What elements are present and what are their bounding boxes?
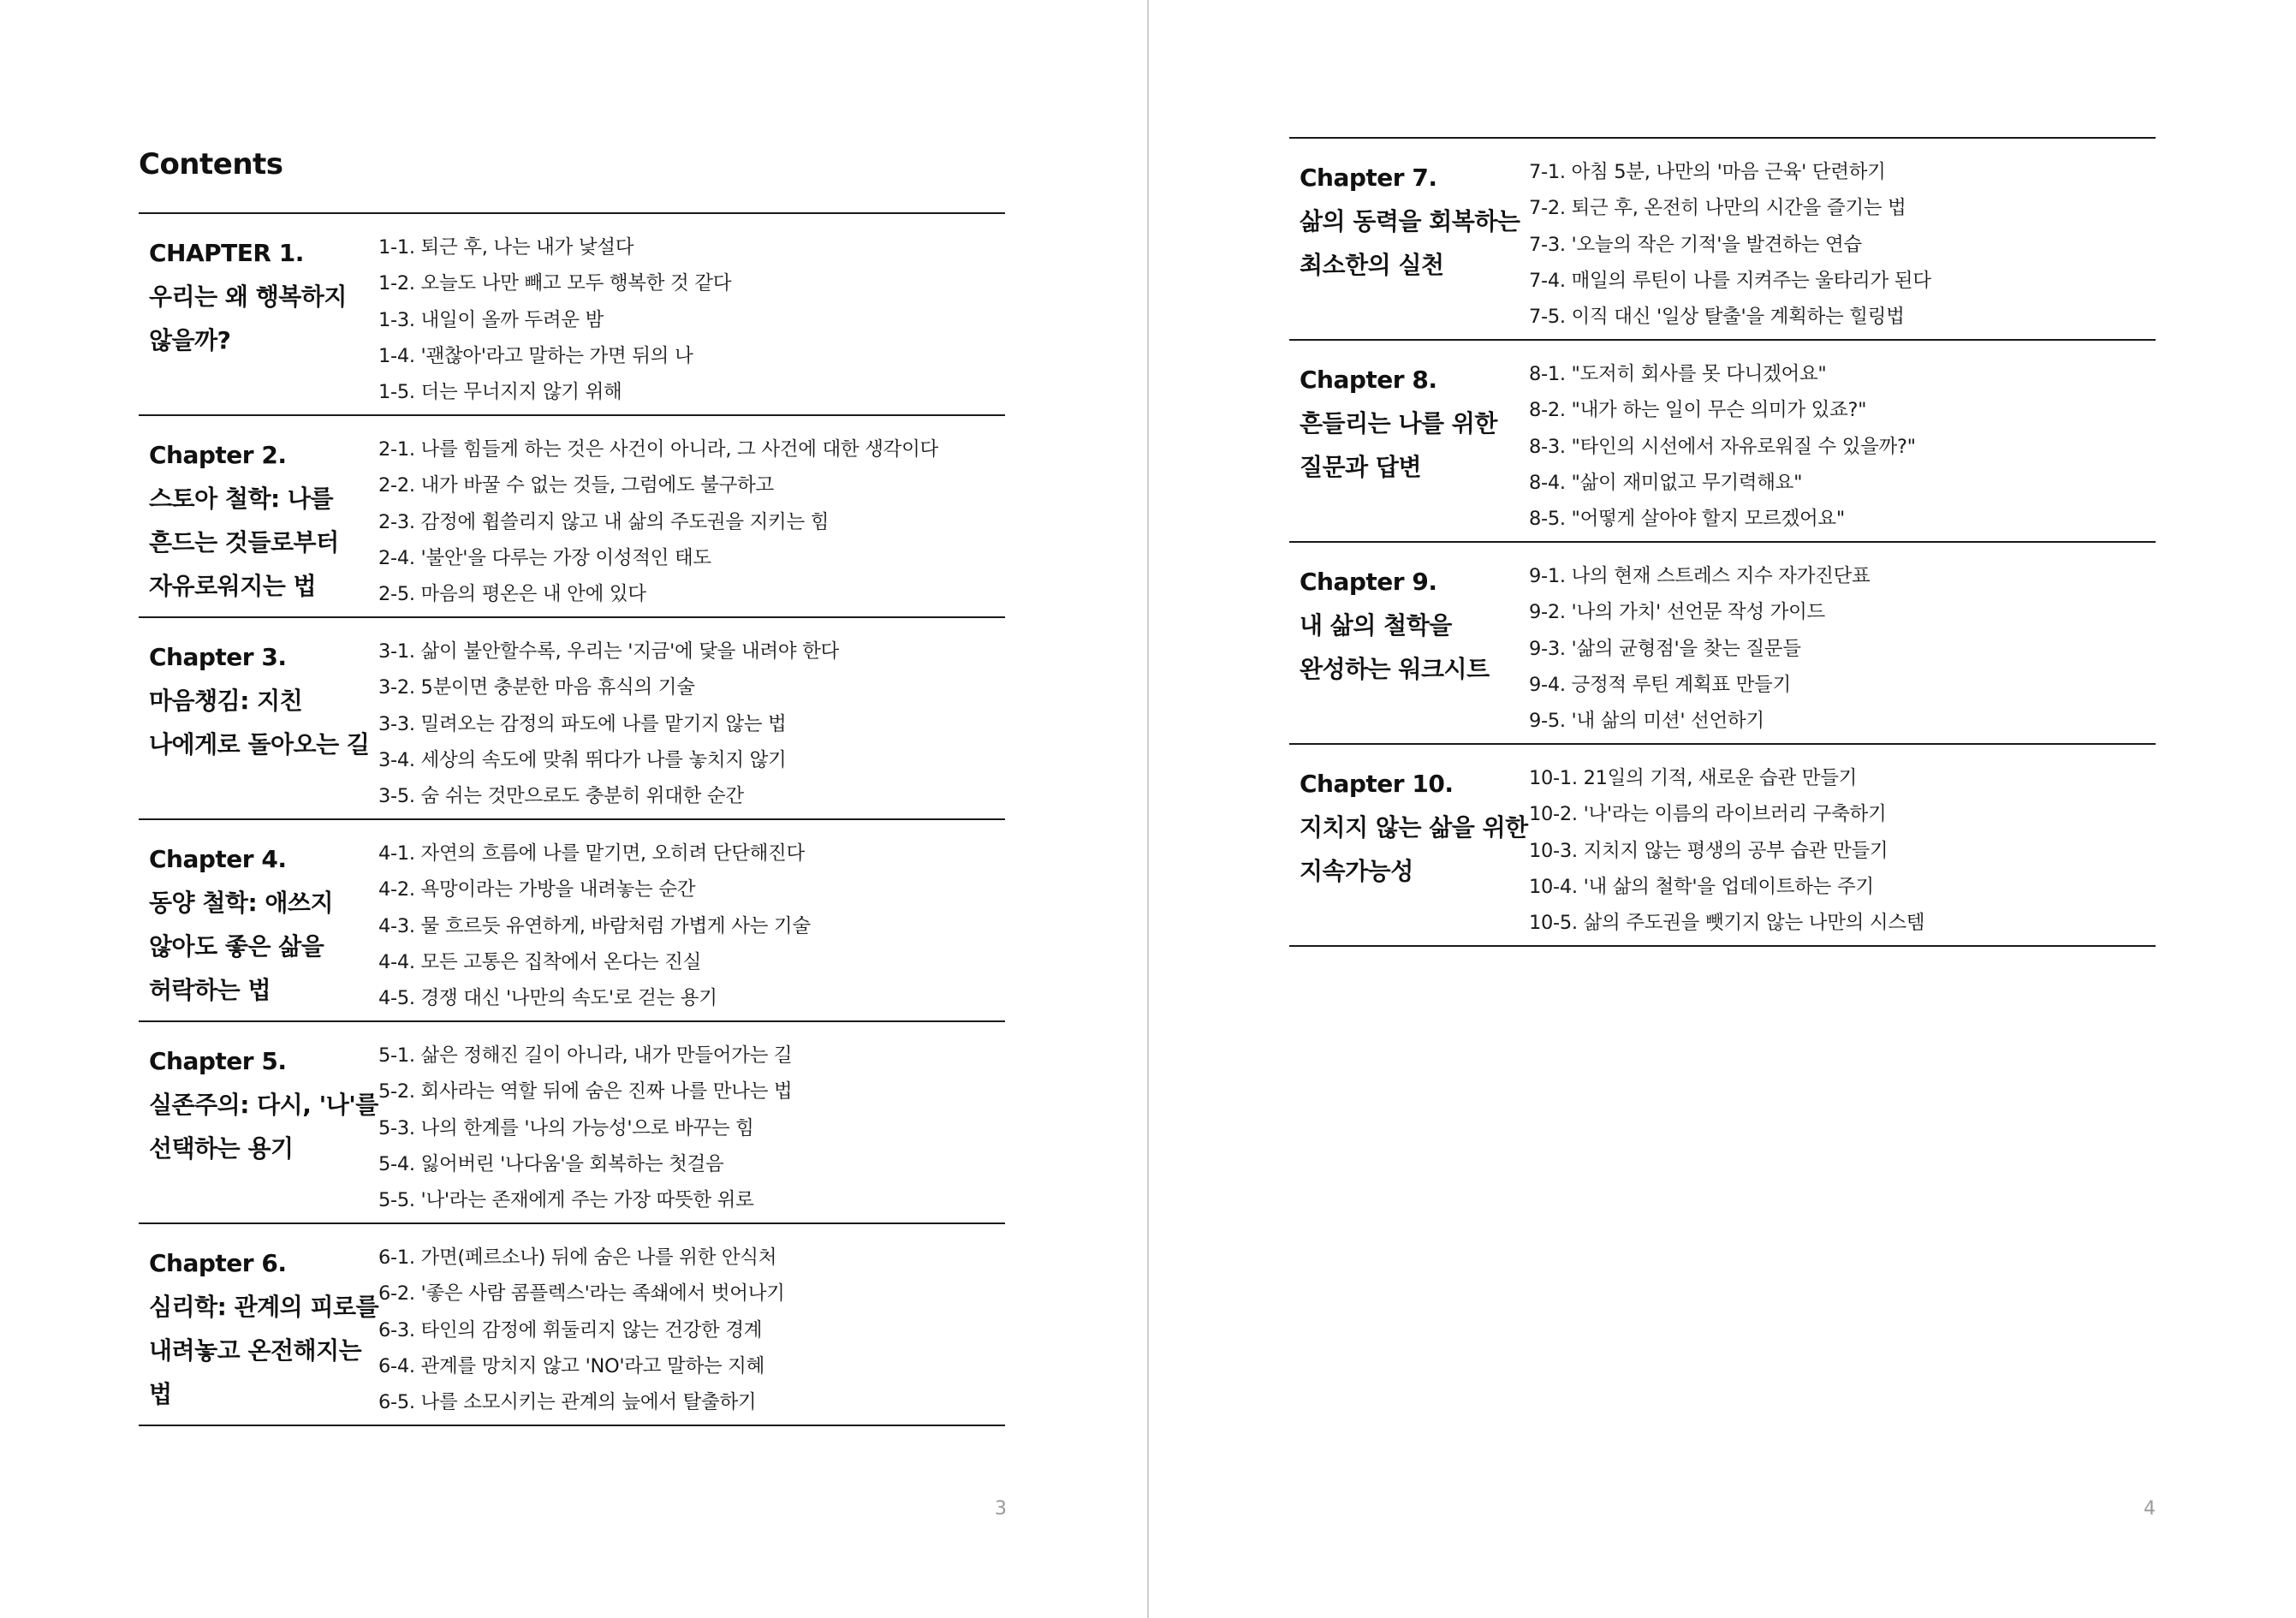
chapter-title	[1289, 139, 1529, 339]
chapter-title	[139, 1022, 378, 1222]
chapter-title-line: 선택하는 용기	[149, 1134, 294, 1163]
chapter-title	[139, 1224, 378, 1425]
section-item: 8-3. "타인의 시선에서 자유로워질 수 있을까?"	[1529, 435, 1916, 458]
page-number: 3	[995, 1498, 1007, 1520]
section-item: 4-5. 경쟁 대신 '나만의 속도'로 걷는 용기	[378, 987, 717, 1010]
chapter-title	[139, 820, 378, 1020]
chapter-title-line: 내려놓고 온전해지는	[149, 1336, 362, 1365]
section-item: 4-1. 자연의 흐름에 나를 맡기면, 오히려 단단해진다	[378, 842, 805, 865]
section-item: 7-4. 매일의 루틴이 나를 지켜주는 울타리가 된다	[1529, 269, 1931, 292]
chapter-row	[1289, 543, 2156, 745]
chapter-row	[139, 214, 1005, 416]
section-item: 3-2. 5분이면 충분한 마음 휴식의 기술	[378, 676, 695, 699]
section-item: 10-2. '나'라는 이름의 라이브러리 구축하기	[1529, 803, 1887, 826]
section-item: 5-2. 회사라는 역할 뒤에 숨은 진짜 나를 만나는 법	[378, 1080, 793, 1103]
section-item: 6-3. 타인의 감정에 휘둘리지 않는 건강한 경계	[378, 1318, 763, 1341]
chapter-title-line: 우리는 왜 행복하지	[149, 283, 347, 311]
section-item: 3-3. 밀려오는 감정의 파도에 나를 맡기지 않는 법	[378, 712, 787, 735]
section-list	[378, 820, 1005, 1020]
section-item: 6-2. '좋은 사람 콤플렉스'라는 족쇄에서 벗어나기	[378, 1282, 785, 1306]
chapter-title-line: Chapter 5.	[149, 1047, 287, 1075]
section-item: 8-2. "내가 하는 일이 무슨 의미가 있죠?"	[1529, 399, 1867, 422]
section-item: 4-4. 모든 고통은 집착에서 온다는 진실	[378, 950, 702, 973]
chapter-title-line: 심리학: 관계의 피로를	[149, 1293, 379, 1321]
section-item: 5-3. 나의 한계를 '나의 가능성'으로 바꾸는 힘	[378, 1116, 754, 1139]
section-item: 9-5. '내 삶의 미션' 선언하기	[1529, 710, 1764, 733]
chapter-title-line: Chapter 10.	[1300, 770, 1454, 798]
chapter-row	[139, 820, 1005, 1022]
chapter-title-line: 자유로워지는 법	[149, 572, 317, 600]
chapter-title-line: 실존주의: 다시, '나'를	[149, 1091, 378, 1119]
section-list	[1529, 745, 2156, 945]
section-item: 10-3. 지치지 않는 평생의 공부 습관 만들기	[1529, 839, 1889, 862]
chapter-title-line: Chapter 2.	[149, 441, 287, 469]
section-item: 1-4. '괜찮아'라고 말하는 가면 뒤의 나	[378, 344, 693, 367]
section-list	[378, 1022, 1005, 1222]
section-item: 5-5. '나'라는 존재에게 주는 가장 따뜻한 위로	[378, 1189, 754, 1212]
chapter-row	[1289, 745, 2156, 947]
section-list	[378, 618, 1005, 818]
chapter-row	[139, 416, 1005, 618]
chapter-title	[1289, 341, 1529, 541]
section-list	[1529, 543, 2156, 743]
section-item: 1-2. 오늘도 나만 빼고 모두 행복한 것 같다	[378, 272, 732, 295]
section-item: 1-3. 내일이 올까 두려운 밤	[378, 308, 604, 331]
section-item: 8-1. "도저히 회사를 못 다니겠어요"	[1529, 363, 1827, 385]
chapter-title-line: 흔드는 것들로부터	[149, 528, 339, 556]
section-list	[1529, 139, 2156, 339]
right-page	[1148, 0, 2296, 1618]
section-item: 3-4. 세상의 속도에 맞춰 뛰다가 나를 놓치지 않기	[378, 748, 787, 771]
section-item: 2-4. '불안'을 다루는 가장 이성적인 태도	[378, 546, 711, 569]
chapter-row	[139, 1022, 1005, 1224]
section-list	[378, 214, 1005, 414]
section-item: 7-2. 퇴근 후, 온전히 나만의 시간을 즐기는 법	[1529, 197, 1906, 220]
chapter-row	[139, 618, 1005, 820]
chapter-title-line: 지속가능성	[1300, 857, 1413, 885]
chapter-title	[1289, 543, 1529, 743]
chapter-row	[139, 1224, 1005, 1426]
section-item: 3-5. 숨 쉬는 것만으로도 충분히 위대한 순간	[378, 785, 744, 808]
chapter-title-line: 삶의 동력을 회복하는	[1300, 207, 1520, 235]
section-list	[378, 1224, 1005, 1425]
chapter-title-line: Chapter 3.	[149, 643, 287, 671]
section-item: 2-5. 마음의 평온은 내 안에 있다	[378, 583, 646, 606]
chapter-title-line: 허락하는 법	[149, 976, 271, 1004]
toc-table-left	[139, 212, 1005, 1426]
page-number: 4	[2144, 1498, 2156, 1520]
section-item: 1-1. 퇴근 후, 나는 내가 낯설다	[378, 236, 634, 259]
chapter-title	[1289, 745, 1529, 945]
section-item: 8-4. "삶이 재미없고 무기력해요"	[1529, 471, 1803, 494]
section-item: 10-4. '내 삶의 철학'을 업데이트하는 주기	[1529, 875, 1874, 898]
chapter-title-line: 않아도 좋은 삶을	[149, 932, 324, 961]
section-item: 9-3. '삶의 균형점'을 찾는 질문들	[1529, 637, 1801, 660]
section-item: 4-3. 물 흐르듯 유연하게, 바람처럼 가볍게 사는 기술	[378, 914, 811, 937]
section-item: 6-5. 나를 소모시키는 관계의 늪에서 탈출하기	[378, 1391, 757, 1414]
section-item: 10-5. 삶의 주도권을 뺏기지 않는 나만의 시스템	[1529, 912, 1925, 935]
chapter-title-line: CHAPTER 1.	[149, 239, 304, 267]
section-item: 3-1. 삶이 불안할수록, 우리는 '지금'에 닻을 내려야 한다	[378, 640, 839, 663]
toc-table-right	[1289, 137, 2156, 947]
chapter-title-line: 마음챙김: 지친	[149, 687, 303, 715]
section-item: 10-1. 21일의 기적, 새로운 습관 만들기	[1529, 767, 1858, 789]
chapter-title-line: 동양 철학: 애쓰지	[149, 889, 334, 917]
chapter-title-line: 법	[149, 1380, 172, 1408]
section-item: 9-1. 나의 현재 스트레스 지수 자가진단표	[1529, 565, 1871, 587]
section-item: 7-1. 아침 5분, 나만의 '마음 근육' 단련하기	[1529, 161, 1886, 183]
chapter-title	[139, 416, 378, 616]
section-item: 8-5. "어떻게 살아야 할지 모르겠어요"	[1529, 508, 1845, 531]
section-item: 2-2. 내가 바꿀 수 없는 것들, 그럼에도 불구하고	[378, 474, 774, 497]
section-item: 2-1. 나를 힘들게 하는 것은 사건이 아니라, 그 사건에 대한 생각이다	[378, 438, 938, 461]
chapter-title-line: 흔들리는 나를 위한	[1300, 409, 1497, 437]
chapter-title-line: Chapter 9.	[1300, 568, 1437, 596]
chapter-row	[1289, 139, 2156, 341]
chapter-title-line: 최소한의 실천	[1300, 251, 1444, 279]
chapter-title-line: Chapter 7.	[1300, 164, 1437, 192]
section-item: 9-4. 긍정적 루틴 계획표 만들기	[1529, 673, 1791, 696]
section-item: 1-5. 더는 무너지지 않기 위해	[378, 381, 622, 404]
section-item: 5-1. 삶은 정해진 길이 아니라, 내가 만들어가는 길	[378, 1044, 793, 1067]
section-item: 7-5. 이직 대신 '일상 탈출'을 계획하는 힐링법	[1529, 306, 1905, 329]
chapter-title-line: 지치지 않는 삶을 위한	[1300, 813, 1528, 842]
chapter-title-line: 않을까?	[149, 326, 231, 354]
section-list	[378, 416, 1005, 616]
chapter-row	[1289, 341, 2156, 543]
chapter-title-line: Chapter 6.	[149, 1249, 287, 1277]
section-item: 9-2. '나의 가치' 선언문 작성 가이드	[1529, 601, 1825, 624]
section-list	[1529, 341, 2156, 541]
section-item: 6-1. 가면(페르소나) 뒤에 숨은 나를 위한 안식처	[378, 1246, 777, 1269]
chapter-title-line: 질문과 답변	[1300, 453, 1421, 481]
section-item: 4-2. 욕망이라는 가방을 내려놓는 순간	[378, 878, 696, 901]
section-item: 5-4. 잃어버린 '나다움'을 회복하는 첫걸음	[378, 1152, 724, 1175]
chapter-title-line: Chapter 4.	[149, 845, 287, 873]
chapter-title	[139, 618, 378, 818]
chapter-title	[139, 214, 378, 414]
chapter-title-line: 완성하는 워크시트	[1300, 655, 1490, 683]
section-item: 7-3. '오늘의 작은 기적'을 발견하는 연습	[1529, 233, 1862, 256]
chapter-title-line: 나에게로 돌아오는 길	[149, 730, 370, 758]
chapter-title-line: Chapter 8.	[1300, 366, 1437, 394]
section-item: 6-4. 관계를 망치지 않고 'NO'라고 말하는 지혜	[378, 1354, 765, 1377]
contents-heading: Contents	[139, 147, 283, 181]
section-item: 2-3. 감정에 휩쓸리지 않고 내 삶의 주도권을 지키는 힘	[378, 510, 830, 533]
chapter-title-line: 내 삶의 철학을	[1300, 611, 1452, 639]
chapter-title-line: 스토아 철학: 나를	[149, 485, 334, 513]
